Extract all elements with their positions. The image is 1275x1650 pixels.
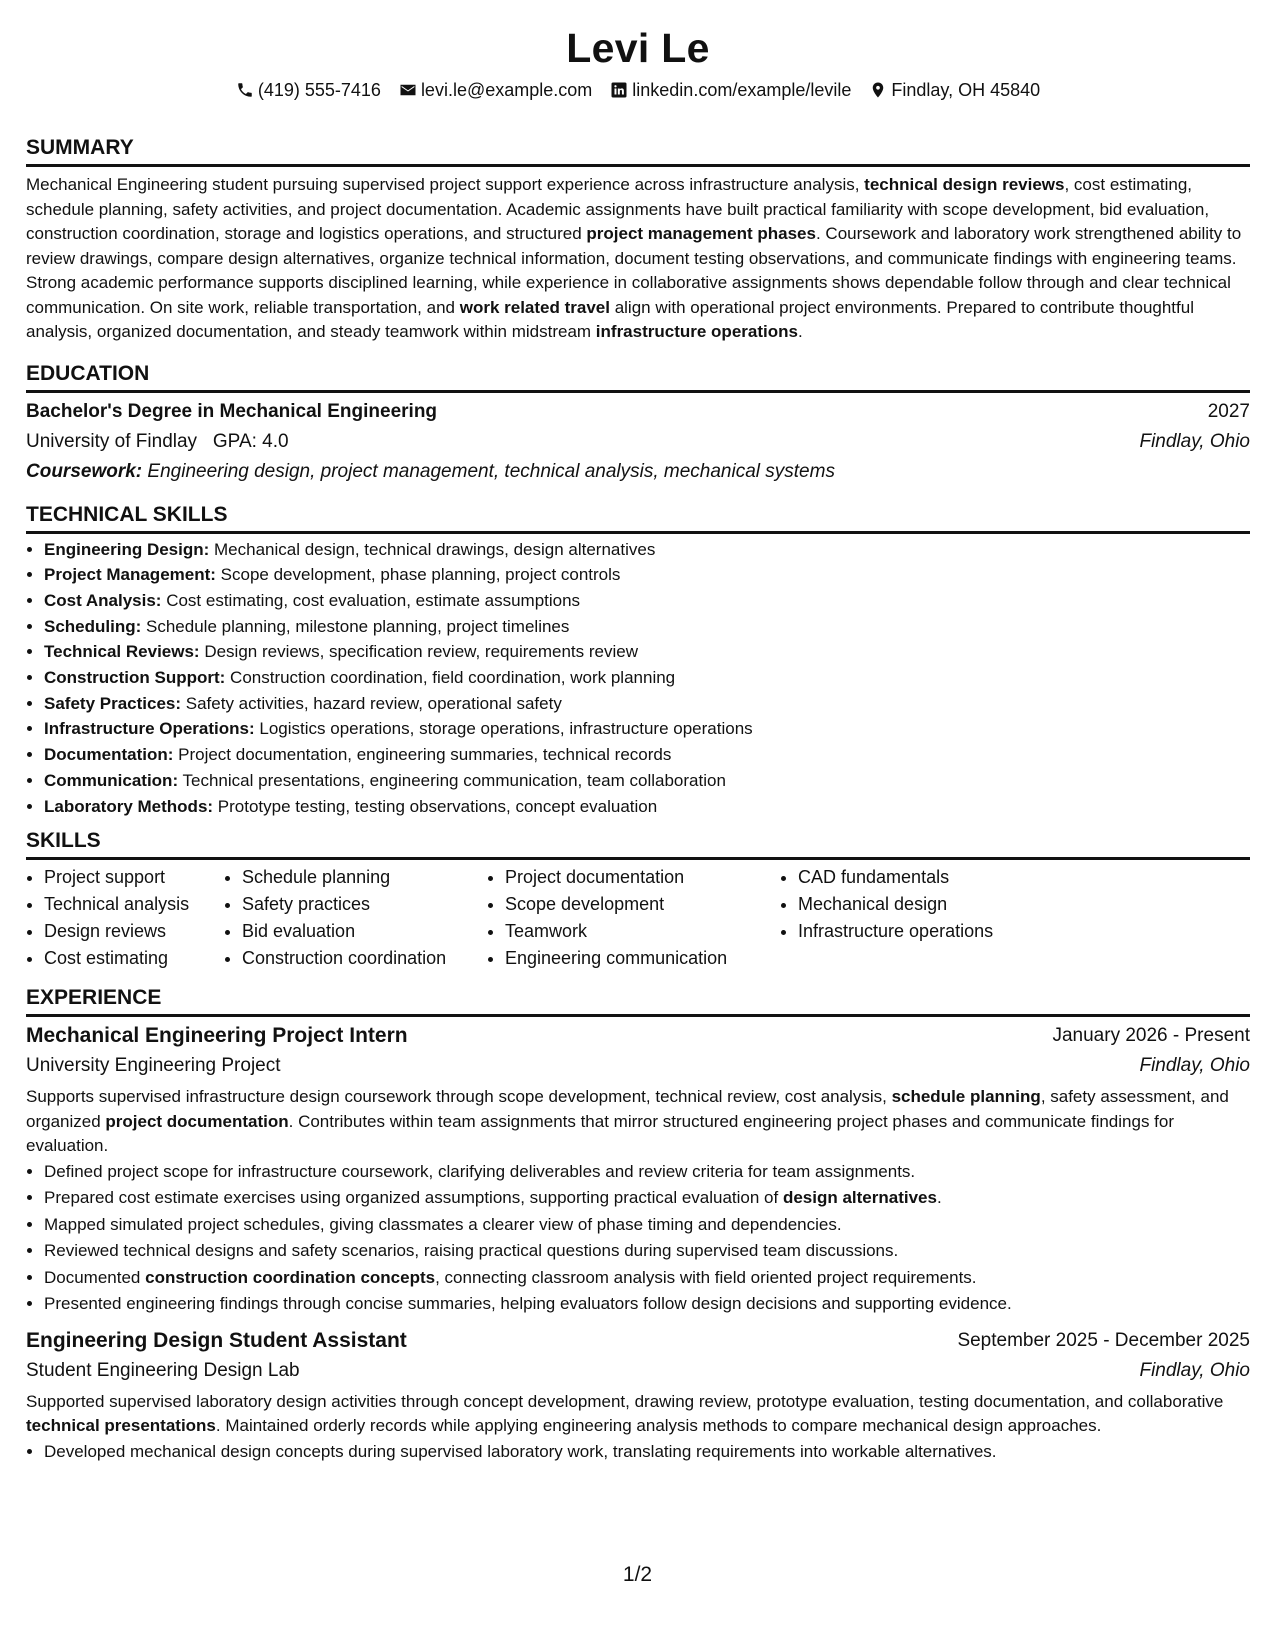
contact-phone[interactable] (236, 79, 381, 101)
contact-email[interactable] (399, 79, 592, 101)
job-bullet (44, 1185, 1250, 1212)
summary-text: Mechanical Engineering student pursuing supervised project support experience across infrastructure analysis, (26, 175, 865, 194)
school-location: Findlay, Ohio (1139, 430, 1250, 452)
summary-emphasis: project management phases (586, 224, 816, 243)
coursework-label: Coursework: (26, 460, 143, 482)
summary-emphasis: technical design reviews (864, 175, 1065, 194)
section-title-summary: SUMMARY (26, 136, 1250, 167)
job-header-row (26, 1326, 1250, 1356)
technical-skill-label: Engineering Design: (44, 539, 210, 559)
technical-skill-item (44, 588, 1250, 614)
technical-skills-list (26, 537, 1250, 820)
summary-paragraph (26, 173, 1250, 345)
summary-emphasis: work related travel (459, 297, 610, 317)
job-summary-text: , safety assessment, and organized (26, 1087, 1229, 1131)
technical-skill-item (44, 794, 1250, 820)
skill-item: • Schedule planning (242, 864, 487, 891)
skills-column (780, 864, 1058, 972)
skill-item: • Scope development (505, 891, 780, 918)
job-bullet (44, 1291, 1250, 1318)
job-bullet-text: Reviewed technical designs and safety scenarios, raising practical questions during supervised team discussions. (44, 1241, 899, 1261)
education-school-row (26, 427, 1250, 457)
skill-item: • Design reviews (44, 918, 224, 945)
skill-item: • Safety practices (242, 891, 487, 918)
skill-item: • Teamwork (505, 918, 780, 945)
technical-skill-item (44, 742, 1250, 768)
technical-skill-label: Laboratory Methods: (44, 796, 214, 816)
summary-emphasis: infrastructure operations (595, 322, 798, 341)
summary-text: , cost estimating, schedule planning, safety activities, and project documentation. Academic assignments have built practical familiarity with scope development, bid evaluation, construction coordination, storage and logistics operations, and structured (26, 175, 1210, 243)
technical-skill-text: Safety activities, hazard review, operational safety (181, 693, 562, 713)
job-bullet-text: Presented engineering findings through concise summaries, helping evaluators follow design decisions and supporting evidence. (44, 1294, 1012, 1314)
technical-skill-item (44, 537, 1250, 563)
school-info (26, 427, 289, 457)
skill-item: • Technical analysis (44, 891, 224, 918)
linkedin-text: linkedin.com/example/levile (632, 80, 852, 100)
job-summary-text: Supported supervised laboratory design activities through concept development, drawing review, prototype evaluation, testing documentation, and collaborative (26, 1391, 1224, 1411)
technical-skill-item (44, 768, 1250, 794)
job-title: Engineering Design Student Assistant (26, 1328, 407, 1352)
skills-column (487, 864, 780, 972)
linkedin-icon (610, 81, 628, 99)
mail-icon (399, 81, 417, 99)
technical-skill-item (44, 562, 1250, 588)
job-location: Findlay, Ohio (1139, 1359, 1250, 1381)
degree-name: Bachelor's Degree in Mechanical Engineering (26, 400, 438, 422)
technical-skill-label: Infrastructure Operations: (44, 719, 255, 739)
technical-skill-label: Construction Support: (44, 668, 226, 688)
skill-item: • CAD fundamentals (798, 864, 1058, 891)
job-summary-text: . Maintained orderly records while applying engineering analysis methods to compare mechanical design approaches. (215, 1416, 1102, 1436)
education-degree-row (26, 397, 1250, 427)
summary-text: . (797, 322, 803, 341)
technical-skill-item (44, 716, 1250, 742)
school-name: University of Findlay (26, 430, 198, 452)
technical-skill-label: Scheduling: (44, 616, 142, 636)
job-dates: September 2025 - December 2025 (957, 1329, 1250, 1351)
job-bullet (44, 1159, 1250, 1186)
technical-skill-item (44, 639, 1250, 665)
skill-item: • Project documentation (505, 864, 780, 891)
technical-skill-item (44, 691, 1250, 717)
job-bullet-text: Prepared cost estimate exercises using organized assumptions, supporting practical evaluation of (44, 1188, 783, 1208)
technical-skill-text: Project documentation, engineering summaries, technical records (173, 745, 672, 765)
skill-item: • Cost estimating (44, 945, 224, 972)
section-title-technical-skills: TECHNICAL SKILLS (26, 503, 1250, 534)
email-text: levi.le@example.com (420, 80, 593, 100)
job-bullets (26, 1439, 1250, 1466)
technical-skill-label: Technical Reviews: (44, 642, 200, 662)
job-summary-emphasis: technical presentations (26, 1416, 216, 1436)
job-location: Findlay, Ohio (1139, 1055, 1250, 1077)
job-org-row (26, 1051, 1250, 1081)
technical-skill-text: Technical presentations, engineering communication, team collaboration (178, 770, 726, 790)
graduation-year: 2027 (1207, 400, 1250, 422)
job-summary-emphasis: project documentation (105, 1111, 289, 1131)
section-title-experience: EXPERIENCE (26, 986, 1250, 1017)
job-bullet-text: Developed mechanical design concepts during supervised laboratory work, translating requirements into workable alternatives. (44, 1441, 997, 1461)
section-title-skills: SKILLS (26, 829, 1250, 860)
location-pin-icon (869, 81, 887, 99)
contact-bar (26, 79, 1250, 101)
summary-text: . Coursework and laboratory work strengthened ability to review drawings, compare design alternatives, organize technical information, document testing observations, and communicate findings with engineering teams. Strong academic performance supports disciplined learning, while experience in collaborative assignments shows dependable follow through and clear technical communication. On site work, reliable transportation, and (26, 224, 1242, 317)
skill-item: • Construction coordination (242, 945, 487, 972)
technical-skill-item (44, 614, 1250, 640)
experience-list (26, 1021, 1250, 1465)
technical-skill-label: Communication: (44, 770, 179, 790)
section-title-education: EDUCATION (26, 362, 1250, 393)
candidate-name: Levi Le (566, 25, 710, 71)
contact-location (869, 79, 1040, 101)
page-number: 1/2 (622, 1563, 653, 1586)
job-bullet-text: Mapped simulated project schedules, giving classmates a clearer view of phase timing and dependencies. (44, 1214, 842, 1234)
technical-skill-label: Project Management: (44, 565, 216, 585)
phone-text: (419) 555-7416 (257, 80, 381, 100)
technical-skill-item (44, 665, 1250, 691)
job-org-row (26, 1356, 1250, 1386)
gpa: GPA: 4.0 (212, 430, 289, 452)
experience-entry (26, 1021, 1250, 1318)
technical-skill-label: Cost Analysis: (44, 590, 162, 610)
skills-column (26, 864, 224, 972)
technical-skill-text: Schedule planning, milestone planning, project timelines (141, 616, 570, 636)
job-bullet-emphasis: construction coordination concepts (145, 1267, 436, 1287)
technical-skill-text: Logistics operations, storage operations, infrastructure operations (254, 719, 753, 739)
coursework-text: Engineering design, project management, technical analysis, mechanical systems (147, 460, 835, 482)
skill-item: • Bid evaluation (242, 918, 487, 945)
phone-icon (236, 81, 254, 99)
job-organization: Student Engineering Design Lab (26, 1359, 300, 1381)
job-bullet (44, 1212, 1250, 1239)
job-summary-text: Supports supervised infrastructure design coursework through scope development, technical review, cost analysis, (26, 1087, 892, 1107)
technical-skill-text: Cost estimating, cost evaluation, estimate assumptions (161, 590, 581, 610)
resume-page (26, 0, 1250, 1465)
summary-text: align with operational project environments. Prepared to contribute thoughtful analysis, organized documentation, and steady teamwork within midstream (26, 297, 1194, 341)
job-bullet-emphasis: design alternatives (782, 1188, 937, 1208)
job-bullet (44, 1238, 1250, 1265)
technical-skill-label: Documentation: (44, 745, 174, 765)
contact-linkedin[interactable] (610, 79, 851, 101)
job-organization: University Engineering Project (26, 1055, 281, 1077)
location-text: Findlay, OH 45840 (891, 80, 1041, 100)
technical-skill-text: Scope development, phase planning, project controls (215, 565, 621, 585)
skill-item: • Infrastructure operations (798, 918, 1058, 945)
job-summary (26, 1390, 1250, 1439)
job-bullet (44, 1439, 1250, 1466)
technical-skill-label: Safety Practices: (44, 693, 182, 713)
skill-item: • Engineering communication (505, 945, 780, 972)
coursework (26, 457, 1250, 487)
technical-skill-text: Construction coordination, field coordination, work planning (225, 668, 676, 688)
skills-column (224, 864, 487, 972)
experience-entry (26, 1326, 1250, 1466)
job-summary-text: . Contributes within team assignments that mirror structured engineering project phases and communicate findings for evaluation. (26, 1111, 1175, 1156)
job-dates: January 2026 - Present (1052, 1025, 1250, 1047)
technical-skill-text: Prototype testing, testing observations, concept evaluation (213, 796, 658, 816)
job-bullet (44, 1265, 1250, 1292)
job-summary (26, 1085, 1250, 1159)
job-bullet-text: Documented (44, 1267, 146, 1287)
technical-skill-text: Design reviews, specification review, requirements review (199, 642, 638, 662)
skill-item: • Project support (44, 864, 224, 891)
technical-skill-text: Mechanical design, technical drawings, design alternatives (209, 539, 656, 559)
job-bullet-text: , connecting classroom analysis with field oriented project requirements. (435, 1267, 977, 1287)
job-title: Mechanical Engineering Project Intern (26, 1024, 408, 1048)
job-summary-emphasis: schedule planning (891, 1087, 1041, 1107)
job-bullet-text: Defined project scope for infrastructure coursework, clarifying deliverables and review criteria for team assignments. (44, 1161, 916, 1181)
job-header-row (26, 1021, 1250, 1051)
job-bullets (26, 1159, 1250, 1318)
skill-item: • Mechanical design (798, 891, 1058, 918)
job-bullet-text: . (936, 1188, 942, 1208)
skills-grid (26, 864, 1250, 972)
